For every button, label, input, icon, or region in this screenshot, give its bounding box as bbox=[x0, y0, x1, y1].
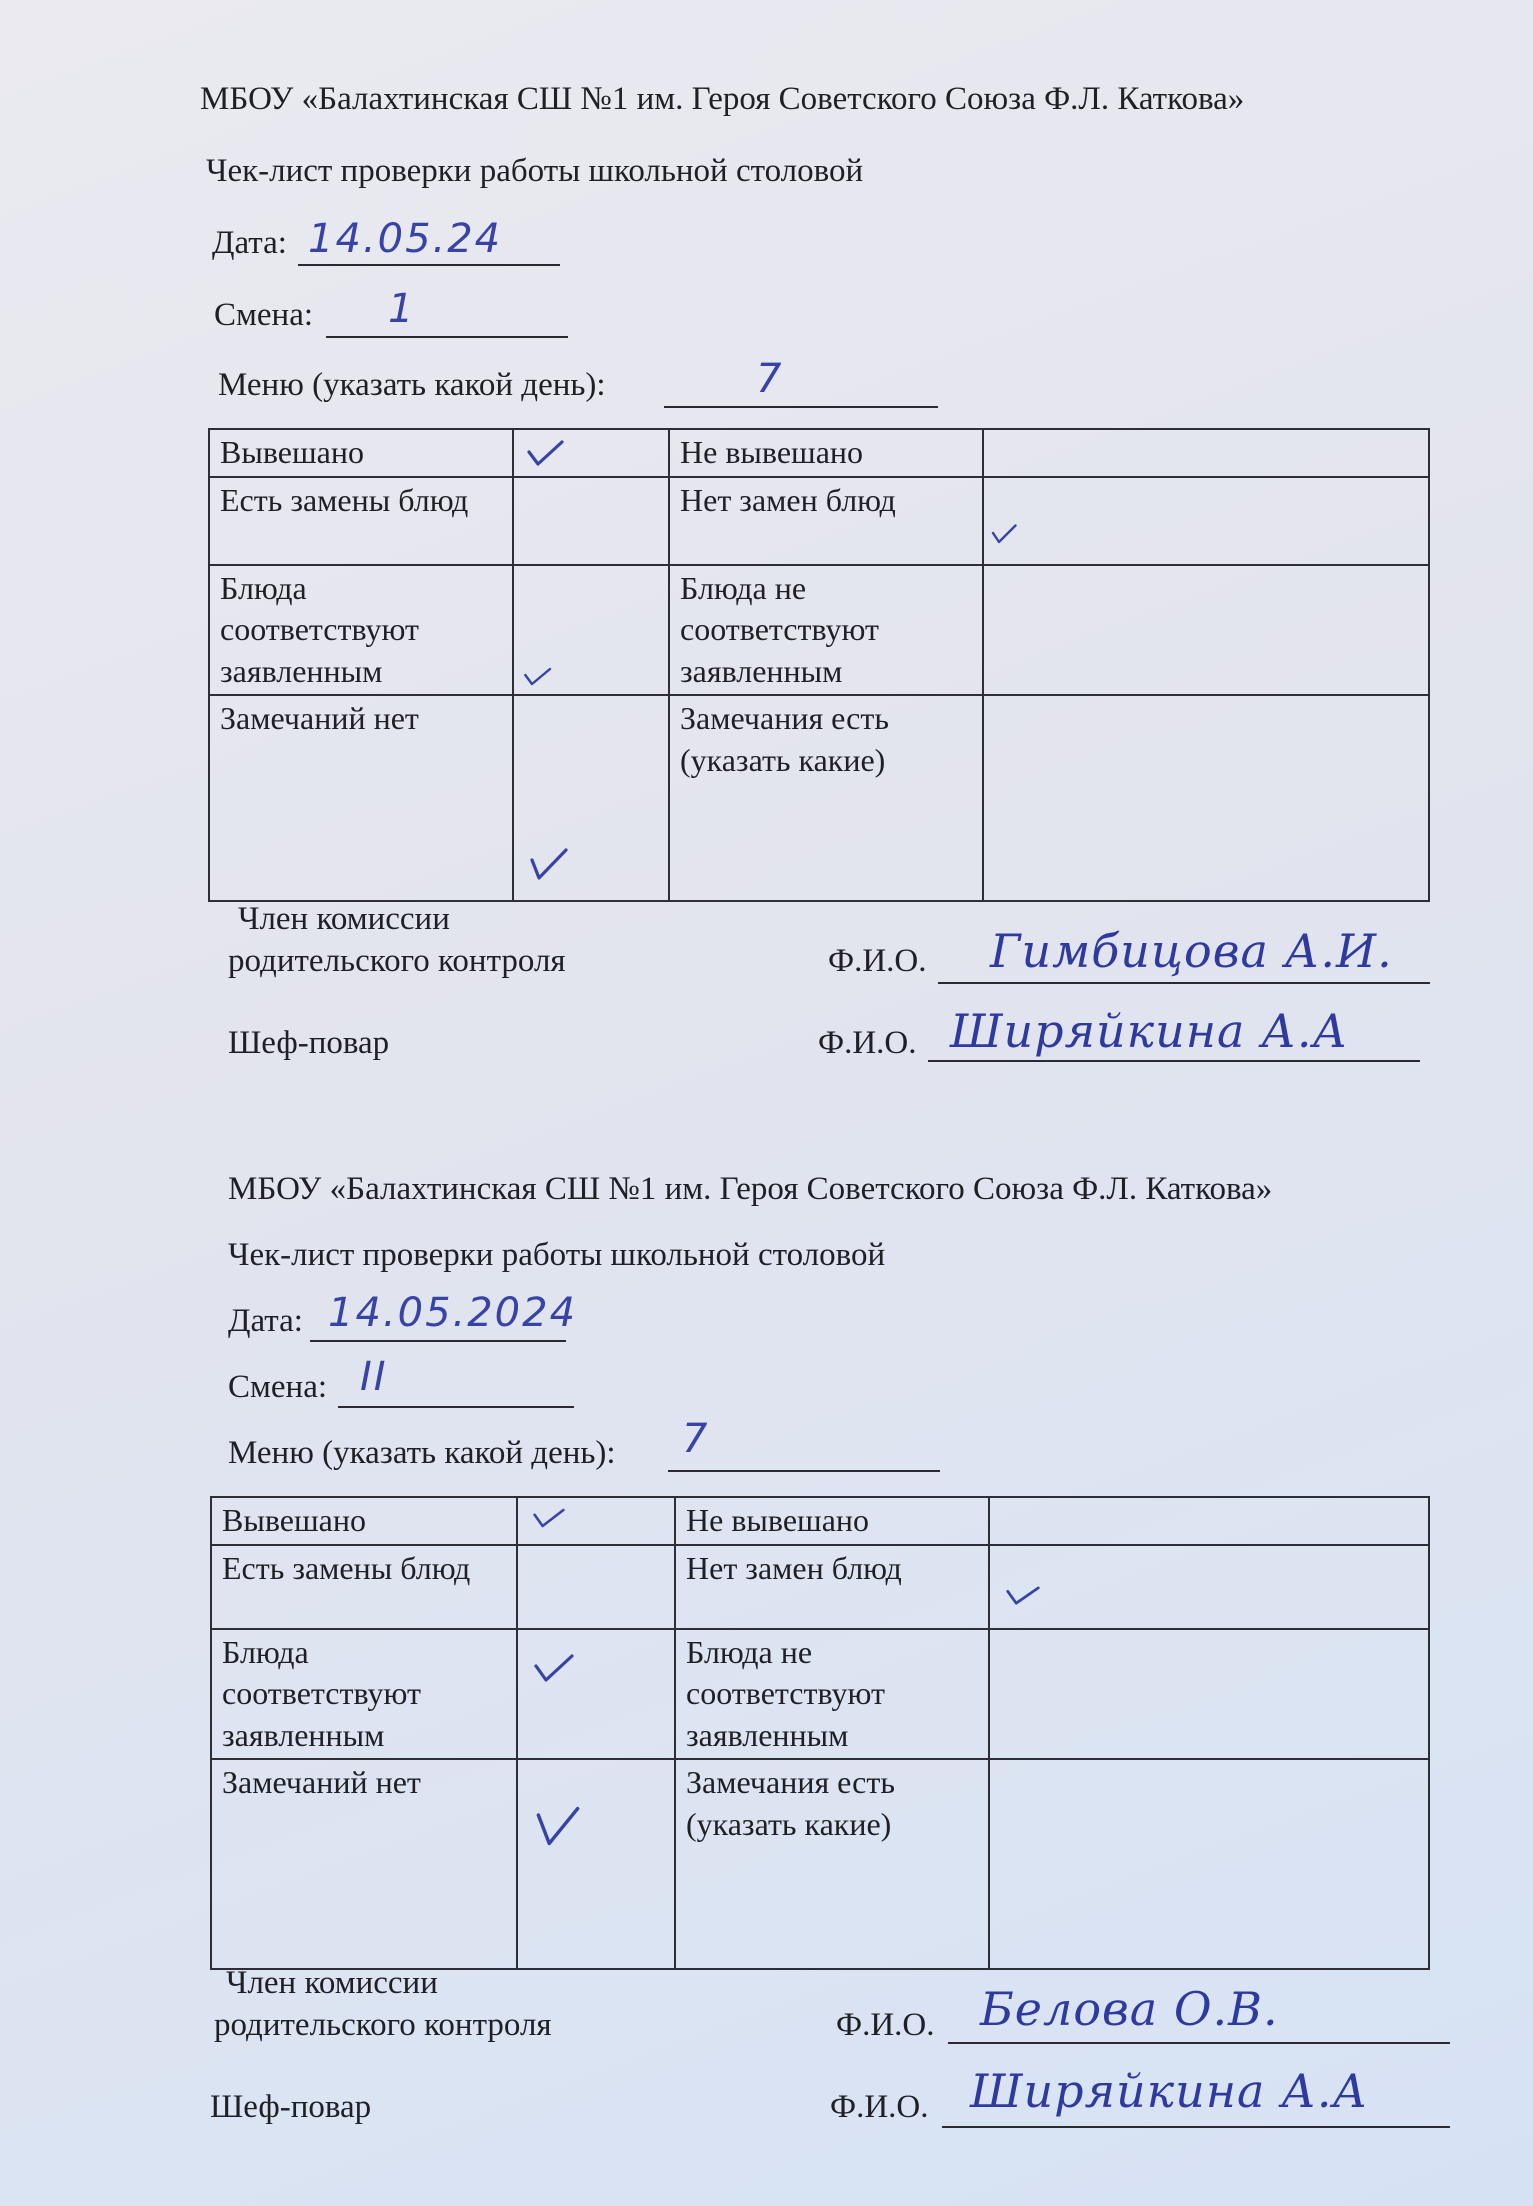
check-cell bbox=[517, 1497, 675, 1545]
fio-label: Ф.И.О. bbox=[828, 943, 927, 979]
member-signature: Гимбицова А.И. bbox=[990, 924, 1393, 978]
member-label-line-2: родительского контроля bbox=[214, 2007, 552, 2043]
check-cell bbox=[513, 565, 669, 696]
fio-label: Ф.И.О. bbox=[830, 2089, 929, 2125]
form-title: Чек-лист проверки работы школьной столовой bbox=[228, 1237, 886, 1273]
fio-label: Ф.И.О. bbox=[818, 1025, 917, 1061]
member-label-line-1: Член комиссии bbox=[226, 1965, 438, 2001]
check-cell bbox=[983, 429, 1429, 477]
check-cell bbox=[983, 477, 1429, 565]
check-cell bbox=[513, 695, 669, 901]
date-label: Дата: bbox=[228, 1303, 303, 1339]
shift-label: Смена: bbox=[228, 1369, 328, 1405]
item-label: Замечаний нет bbox=[211, 1759, 517, 1969]
item-label: Вывешано bbox=[209, 429, 513, 477]
check-cell bbox=[517, 1629, 675, 1760]
table-row bbox=[209, 477, 1429, 565]
shift-value: 1 bbox=[388, 286, 416, 332]
item-label: Блюда не соответствуют заявленным bbox=[669, 565, 983, 696]
menu-field bbox=[664, 364, 938, 408]
check-cell bbox=[513, 429, 669, 477]
shift-value: II bbox=[360, 1354, 388, 1400]
fio-label: Ф.И.О. bbox=[836, 2007, 935, 2043]
checkmark-icon bbox=[532, 1648, 576, 1688]
item-label: Замечания есть (указать какие) bbox=[675, 1759, 989, 1969]
checkmark-icon bbox=[988, 518, 1022, 548]
item-label: Не вывешано bbox=[675, 1497, 989, 1545]
chef-label: Шеф-повар bbox=[210, 2089, 372, 2125]
date-label: Дата: bbox=[212, 225, 287, 261]
form-title: Чек-лист проверки работы школьной столовой bbox=[206, 153, 864, 189]
checkmark-icon bbox=[524, 1502, 574, 1534]
checkmark-icon bbox=[534, 1800, 582, 1852]
checkmark-icon bbox=[524, 434, 568, 474]
item-label: Нет замен блюд bbox=[669, 477, 983, 565]
check-cell bbox=[983, 695, 1429, 901]
item-label: Не вывешано bbox=[669, 429, 983, 477]
table-row bbox=[211, 1629, 1429, 1760]
checkmark-icon bbox=[526, 844, 570, 884]
chef-signature: Ширяйкина А.А bbox=[970, 2064, 1369, 2118]
table-row bbox=[211, 1759, 1429, 1969]
checkmark-icon bbox=[520, 660, 556, 690]
check-cell bbox=[989, 1629, 1429, 1760]
table-row bbox=[209, 695, 1429, 901]
check-cell bbox=[983, 565, 1429, 696]
checkmark-icon bbox=[1000, 1576, 1046, 1610]
chef-signature: Ширяйкина А.А bbox=[950, 1004, 1349, 1058]
school-name: МБОУ «Балахтинская СШ №1 им. Героя Советского Союза Ф.Л. Каткова» bbox=[200, 81, 1245, 117]
check-cell bbox=[513, 477, 669, 565]
chef-label: Шеф-повар bbox=[228, 1025, 390, 1061]
school-name: МБОУ «Балахтинская СШ №1 им. Героя Советского Союза Ф.Л. Каткова» bbox=[228, 1171, 1273, 1207]
table-row bbox=[211, 1545, 1429, 1629]
member-label-line-2: родительского контроля bbox=[228, 943, 566, 979]
date-value: 14.05.2024 bbox=[328, 1290, 578, 1336]
menu-label: Меню (указать какой день): bbox=[228, 1435, 616, 1471]
table-row bbox=[209, 565, 1429, 696]
item-label: Вывешано bbox=[211, 1497, 517, 1545]
menu-value: 7 bbox=[756, 356, 784, 402]
menu-label: Меню (указать какой день): bbox=[218, 367, 606, 403]
shift-label: Смена: bbox=[214, 297, 314, 333]
item-label: Нет замен блюд bbox=[675, 1545, 989, 1629]
item-label: Замечания есть (указать какие) bbox=[669, 695, 983, 901]
item-label: Есть замены блюд bbox=[209, 477, 513, 565]
date-value: 14.05.24 bbox=[308, 216, 503, 262]
check-cell bbox=[989, 1497, 1429, 1545]
checklist-table bbox=[208, 428, 1430, 902]
check-cell bbox=[517, 1759, 675, 1969]
item-label: Замечаний нет bbox=[209, 695, 513, 901]
item-label: Блюда не соответствуют заявленным bbox=[675, 1629, 989, 1760]
item-label: Блюда соответствуют заявленным bbox=[209, 565, 513, 696]
check-cell bbox=[989, 1759, 1429, 1969]
menu-value: 7 bbox=[682, 1416, 710, 1462]
member-signature: Белова О.В. bbox=[980, 1982, 1279, 2036]
check-cell bbox=[517, 1545, 675, 1629]
check-cell bbox=[989, 1545, 1429, 1629]
table-row bbox=[211, 1497, 1429, 1545]
member-label-line-1: Член комиссии bbox=[238, 901, 450, 937]
shift-field bbox=[326, 294, 568, 338]
table-row bbox=[209, 429, 1429, 477]
item-label: Блюда соответствуют заявленным bbox=[211, 1629, 517, 1760]
checklist-table bbox=[210, 1496, 1430, 1970]
item-label: Есть замены блюд bbox=[211, 1545, 517, 1629]
